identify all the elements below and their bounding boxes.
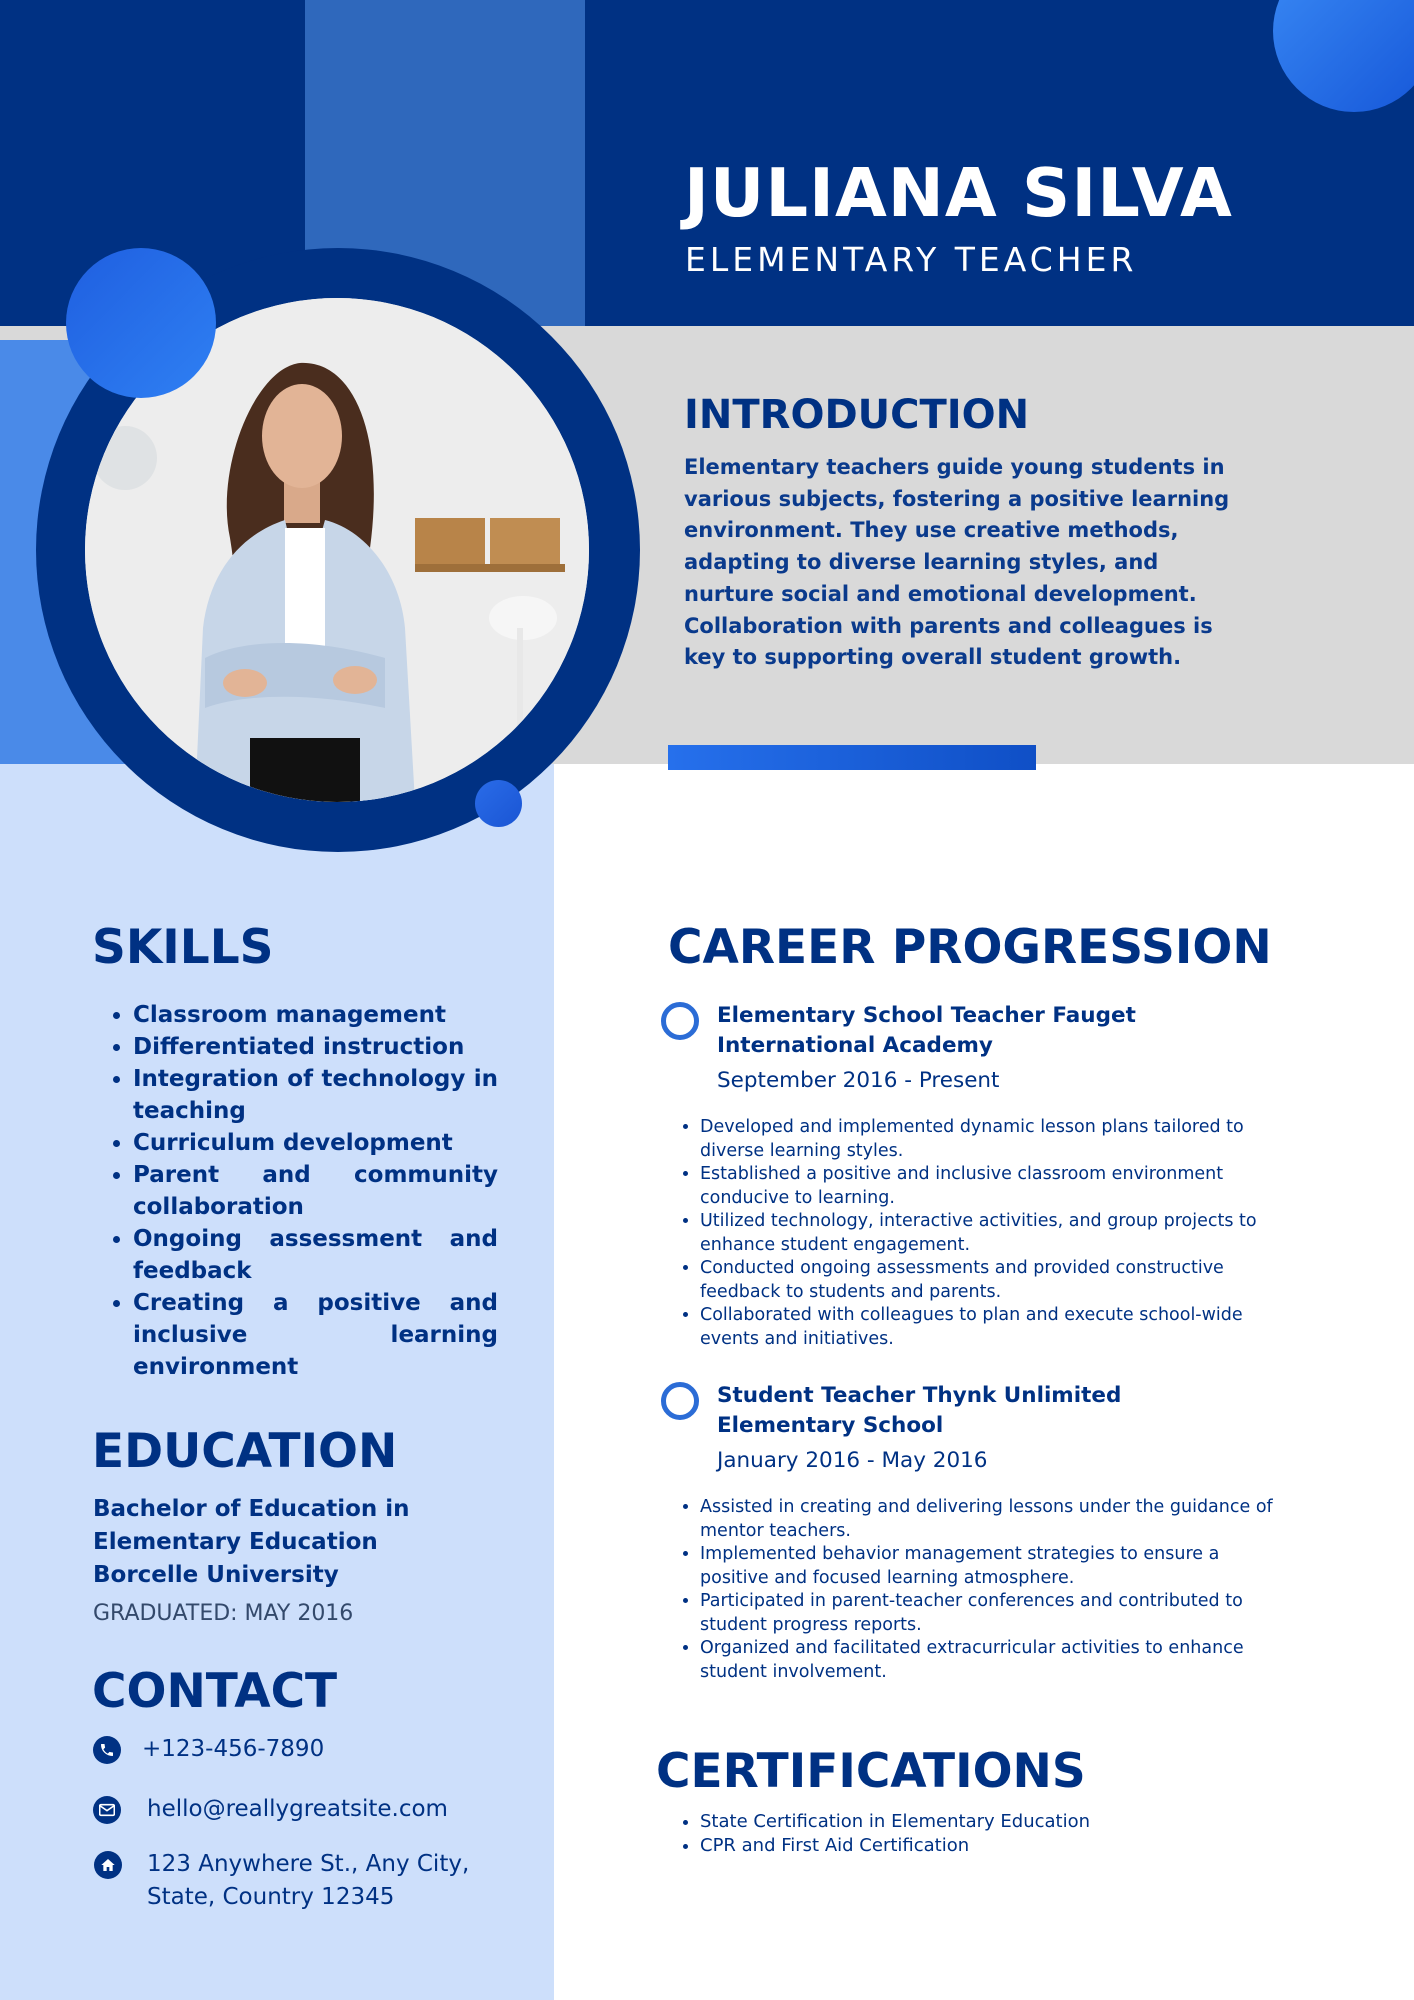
- certifications-list: [666, 1810, 1286, 1858]
- certifications-heading: CERTIFICATIONS: [656, 1744, 1086, 1799]
- job-bullet: • Developed and implemented dynamic lesson plans tailored to diverse learning styles.: [700, 1116, 1286, 1163]
- job-dates: September 2016 - Present: [717, 1068, 1000, 1093]
- certification-item: • CPR and First Aid Certification: [700, 1834, 1286, 1858]
- education-school: Borcelle University: [93, 1562, 339, 1588]
- education-degree-line1: Bachelor of Education in: [93, 1496, 410, 1522]
- job-bullet: • Established a positive and inclusive classroom environment conducive to learning.: [700, 1163, 1286, 1210]
- ring-decor-circle-small: [475, 780, 522, 827]
- contact-email[interactable]: hello@reallygreatsite.com: [147, 1796, 448, 1822]
- intro-underline-bar: [668, 745, 1036, 770]
- home-icon: [94, 1851, 122, 1879]
- education-heading: EDUCATION: [92, 1424, 398, 1479]
- job-title-line2: International Academy: [717, 1033, 993, 1058]
- introduction-text: Elementary teachers guide young students in various subjects, fostering a positive learning environment. They use creative methods, adapting to diverse learning styles, and nurture social and emotional development. Collaboration with parents and colleagues is key to supporting overall student growth.: [684, 455, 1230, 670]
- certification-item: • State Certification in Elementary Education: [700, 1810, 1286, 1834]
- ring-decor-circle-large: [66, 248, 216, 398]
- job-timeline-marker: [661, 1382, 699, 1420]
- phone-icon: [93, 1736, 121, 1764]
- skill-item: • Parent and community collaboration: [133, 1159, 498, 1223]
- skill-item: • Classroom management: [133, 999, 498, 1031]
- job-title-line1: Student Teacher Thynk Unlimited: [717, 1383, 1122, 1408]
- job-bullets: [666, 1496, 1286, 1684]
- job-title: ELEMENTARY TEACHER: [685, 240, 1138, 279]
- education-graduated: GRADUATED: MAY 2016: [93, 1601, 354, 1626]
- job-title-line2: Elementary School: [717, 1413, 944, 1438]
- job-bullet: • Conducted ongoing assessments and provided constructive feedback to students and parents.: [700, 1257, 1286, 1304]
- skill-item: • Differentiated instruction: [133, 1031, 498, 1063]
- job-bullet: • Assisted in creating and delivering lessons under the guidance of mentor teachers.: [700, 1496, 1286, 1543]
- job-timeline-marker: [661, 1002, 699, 1040]
- contact-heading: CONTACT: [92, 1664, 338, 1719]
- contact-address-line2: State, Country 12345: [147, 1884, 395, 1910]
- job-bullet: • Organized and facilitated extracurricular activities to enhance student involvement.: [700, 1637, 1286, 1684]
- job-dates: January 2016 - May 2016: [717, 1448, 988, 1473]
- skill-item: • Creating a positive and inclusive learning environment: [133, 1287, 498, 1383]
- contact-phone[interactable]: +123-456-7890: [142, 1736, 325, 1762]
- introduction-heading: INTRODUCTION: [684, 392, 1030, 438]
- skill-item: • Ongoing assessment and feedback: [133, 1223, 498, 1287]
- skill-item: • Curriculum development: [133, 1127, 498, 1159]
- job-title-line1: Elementary School Teacher Fauget: [717, 1003, 1136, 1028]
- career-heading: CAREER PROGRESSION: [668, 920, 1272, 975]
- job-bullet: • Implemented behavior management strategies to ensure a positive and focused learning atmosphere.: [700, 1543, 1286, 1590]
- skills-list: [93, 999, 498, 1383]
- contact-address-line1: 123 Anywhere St., Any City,: [147, 1851, 470, 1877]
- job-bullets: [666, 1116, 1286, 1351]
- job-bullet: • Collaborated with colleagues to plan and execute school-wide events and initiatives.: [700, 1304, 1286, 1351]
- skills-heading: SKILLS: [92, 920, 274, 975]
- education-degree-line2: Elementary Education: [93, 1529, 378, 1555]
- job-bullet: • Utilized technology, interactive activities, and group projects to enhance student engagement.: [700, 1210, 1286, 1257]
- candidate-name: JULIANA SILVA: [684, 154, 1233, 232]
- email-icon: [93, 1796, 121, 1824]
- job-bullet: • Participated in parent-teacher conferences and contributed to student progress reports.: [700, 1590, 1286, 1637]
- skill-item: • Integration of technology in teaching: [133, 1063, 498, 1127]
